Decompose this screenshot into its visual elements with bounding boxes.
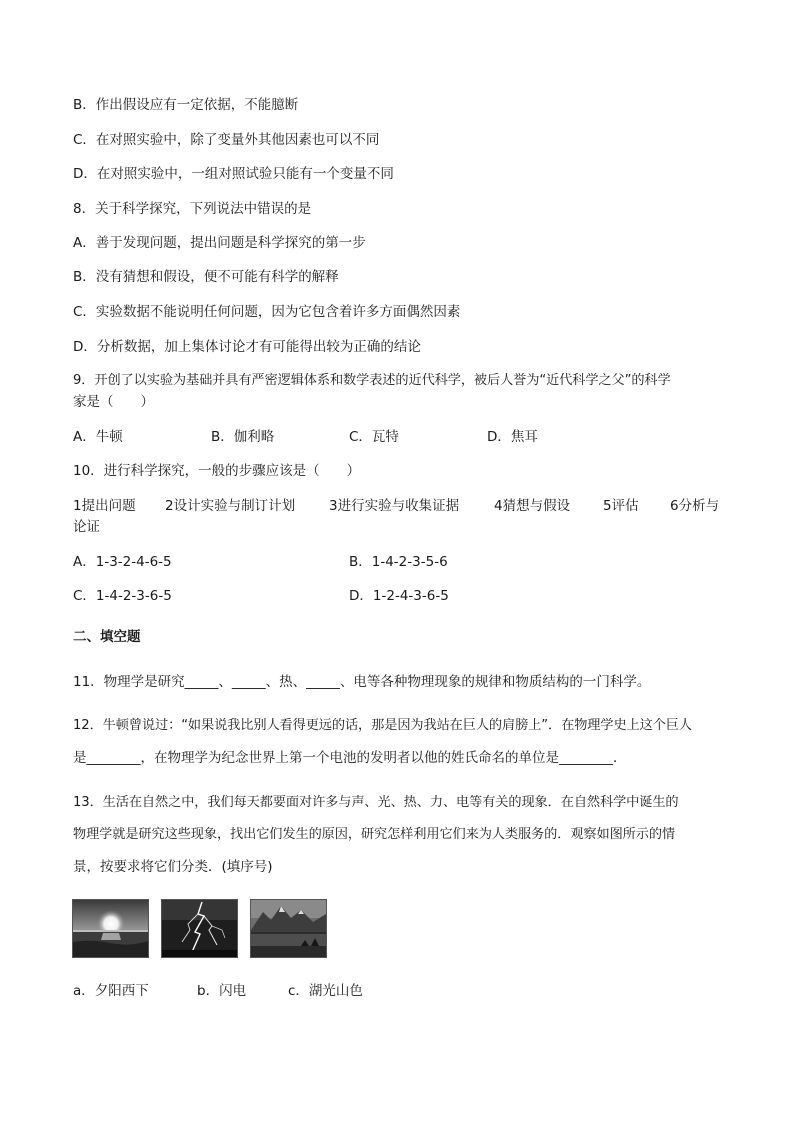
q8-option-d: D．分析数据，加上集体讨论才有可能得出较为正确的结论 <box>73 339 421 355</box>
q12-stem-line2: 是________，在物理学为纪念世界上第一个电池的发明者以他的姓氏命名的单位是________． <box>73 750 627 766</box>
q10-option-a: A．1-3-2-4-6-5 <box>73 554 172 570</box>
lightning-photo <box>161 899 238 958</box>
q10-step-1: 1提出问题 <box>73 498 136 514</box>
q10-step-5: 5评估 <box>603 498 639 514</box>
q10-option-c: C．1-4-2-3-6-5 <box>73 588 172 604</box>
q11-stem: 11．物理学是研究_____、_____、热、_____、电等各种物理现象的规律和物质结构的一门科学。 <box>73 674 651 690</box>
q8-option-a: A．善于发现问题，提出问题是科学探究的第一步 <box>73 235 366 251</box>
q7-option-d: D．在对照实验中，一组对照试验只能有一个变量不同 <box>73 166 394 182</box>
q13-stem-line3: 景，按要求将它们分类．(填序号) <box>73 859 273 875</box>
q9-stem-line2: 家是（ ） <box>73 394 154 410</box>
q7-option-b: B．作出假设应有一定依据，不能臆断 <box>73 97 299 113</box>
q13-stem-line1: 13．生活在自然之中，我们每天都要面对许多与声、光、热、力、电等有关的现象．在自然科学中诞生的 <box>73 795 679 810</box>
q10-step-6-wrap: 论证 <box>73 519 100 535</box>
q8-stem: 8．关于科学探究，下列说法中错误的是 <box>73 201 312 217</box>
lake-mountain-photo <box>250 899 327 958</box>
q10-option-b: B．1-4-2-3-5-6 <box>349 554 448 570</box>
q10-step-2: 2设计实验与制订计划 <box>165 498 296 514</box>
sunset-photo <box>72 899 149 958</box>
q10-option-d: D．1-2-4-3-6-5 <box>349 588 449 604</box>
q7-option-c: C．在对照实验中，除了变量外其他因素也可以不同 <box>73 132 380 148</box>
caption-sunset: a．夕阳西下 <box>73 983 149 999</box>
q9-option-b: B．伽利略 <box>211 429 275 445</box>
q10-step-3: 3进行实验与收集证据 <box>329 498 460 514</box>
q10-stem: 10．进行科学探究，一般的步骤应该是（ ） <box>73 463 361 479</box>
q10-step-4: 4猜想与假设 <box>494 498 571 514</box>
caption-lake-mountain: c．湖光山色 <box>288 983 363 999</box>
q9-option-d: D．焦耳 <box>487 429 538 445</box>
q8-option-b: B．没有猜想和假设，便不可能有科学的解释 <box>73 269 339 285</box>
q9-option-c: C．瓦特 <box>349 429 399 445</box>
q10-step-6: 6分析与 <box>670 498 720 514</box>
section-heading-fill-blank: 二、填空题 <box>73 629 141 645</box>
q9-option-a: A．牛顿 <box>73 429 123 445</box>
q9-stem-line1: 9．开创了以实验为基础并具有严密逻辑体系和数学表述的近代科学，被后人誉为“近代科学之父”的科学 <box>73 373 671 388</box>
caption-lightning: b．闪电 <box>197 983 247 999</box>
q8-option-c: C．实验数据不能说明任何问题，因为它包含着许多方面偶然因素 <box>73 304 461 320</box>
q13-stem-line2: 物理学就是研究这些现象，找出它们发生的原因，研究怎样利用它们来为人类服务的．观察如图所示的情 <box>73 827 676 842</box>
q12-stem-line1: 12．牛顿曾说过：“如果说我比别人看得更远的话，那是因为我站在巨人的肩膀上”．在物理学史上这个巨人 <box>73 718 692 733</box>
